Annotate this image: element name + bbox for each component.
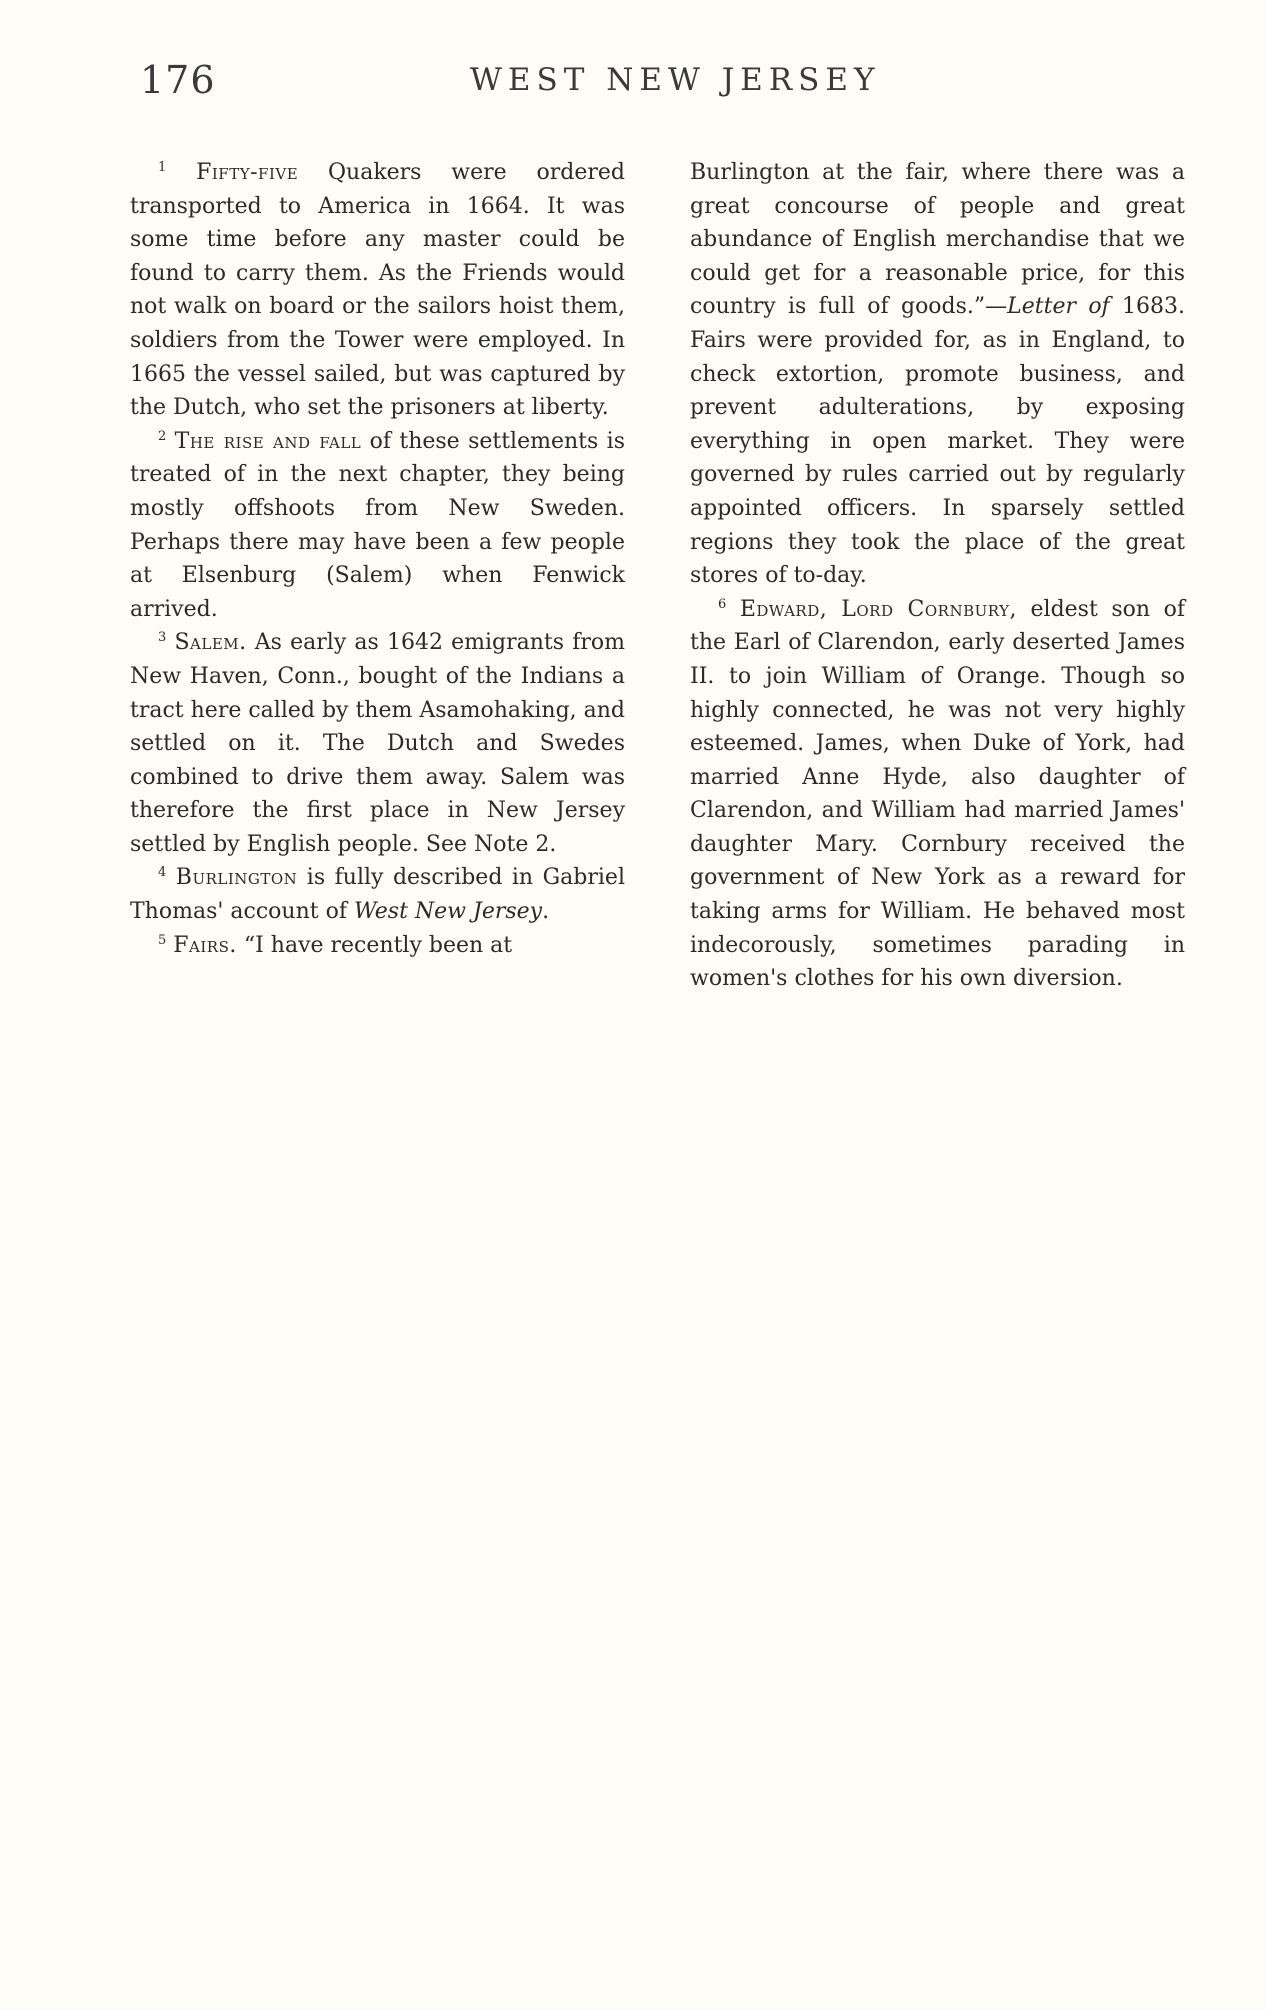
footnote-text: eldest son of the Earl of Clarendon, early deserted James II. to join William of Orange. Though so highly connected, he was not very highly esteemed. James, when Duke of York, had married Anne Hyde, also daughter of Clarendon, and William had married James' daughter Mary. Cornbury received the government of New York as a reward for taking arms for William. He behaved most indecorously, sometimes parading in women's clothes for his own diversion.: [690, 596, 1185, 992]
left-column: [130, 156, 625, 962]
page-number: 176: [140, 58, 216, 102]
footnote-text: of these settlements is treated of in the next chapter, they being mostly offshoots from New Sweden. Perhaps there may have been a few people at Elsenburg (Salem) when Fenwick arrived.: [130, 428, 625, 622]
footnote-marker: 6: [718, 596, 727, 612]
right-column: [690, 156, 1185, 996]
running-title: WEST NEW JERSEY: [470, 62, 881, 98]
footnote-5-continuation: [690, 156, 1185, 593]
page-header: [0, 58, 1266, 108]
footnote-1: [130, 156, 625, 425]
footnote-4: [130, 861, 625, 928]
footnote-text: As early as 1642 emigrants from New Haven, Conn., bought of the Indians a tract here called by them Asamohaking, and settled on it. The Dutch and Swedes combined to drive them away. Salem was therefore the first place in New Jersey settled by English people. See Note 2.: [130, 630, 625, 857]
footnote-lead: Burlington: [175, 865, 298, 891]
footnote-lead: Fairs.: [173, 932, 237, 958]
book-title: West New Jersey: [353, 899, 543, 925]
footnote-text-end: 1683. Fairs were provided for, as in England, to check extortion, promote business, and prevent adulterations, by exposing everything in open market. They were governed by rules carried out by regularly appointed officers. In sparsely settled regions they took the place of the great stores of to-day.: [690, 294, 1185, 589]
footnote-6: [690, 593, 1185, 996]
footnote-marker: 1: [158, 160, 167, 175]
footnote-lead: Salem.: [174, 630, 247, 656]
footnote-5-start: [130, 929, 625, 963]
footnote-lead: The rise and fall: [174, 428, 362, 454]
footnote-lead: Fifty-five: [196, 160, 299, 185]
footnote-text: Quakers were ordered transported to America in 1664. It was some time before any master could be found to carry them. As the Friends would not walk on board or the sailors hoist them, soldiers from the Tower were employed. In 1665 the vessel sailed, but was captured by the Dutch, who set the prisoners at liberty.: [130, 160, 625, 421]
footnote-marker: 5: [158, 932, 167, 948]
footnote-marker: 3: [158, 630, 167, 646]
footnote-text: Burlington at the fair, where there was a great concourse of people and great abundance of English merchandise that we could get for a reasonable price, for this country is full of goods.”—: [690, 160, 1185, 320]
footnote-text: is fully described in Gabriel Thomas' account of: [130, 865, 625, 925]
footnote-marker: 4: [158, 865, 167, 881]
source-citation: Letter of: [1007, 294, 1110, 320]
footnote-text: “I have recently been at: [236, 932, 513, 958]
footnote-2: [130, 425, 625, 627]
footnote-lead: Edward, Lord Cornbury,: [739, 596, 1017, 622]
footnote-marker: 2: [158, 428, 167, 444]
footnote-end: .: [542, 899, 550, 925]
footnote-3: [130, 626, 625, 861]
